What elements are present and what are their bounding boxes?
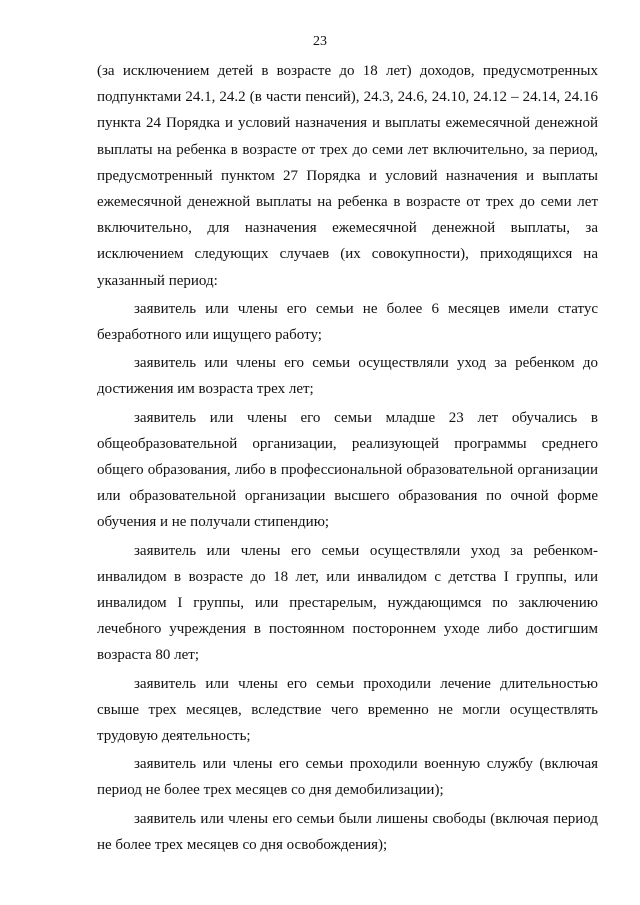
paragraph-disabled-care: заявитель или члены его семьи осуществляли уход за ребенком-инвалидом в возрасте до 18 лет, или инвалидом с детства I группы, или инвалидом I группы, или престарелым, нуждающимся по заключению лечебного учреждения в постоянном постороннем уходе либо достигшим возраста 80 лет; xyxy=(97,542,598,664)
paragraph-continuation: (за исключением детей в возрасте до 18 лет) доходов, предусмотренных подпунктами 24.1, 24.2 (в части пенсий), 24.3, 24.6, 24.10, 24.12 – 24.14, 24.16 пункта 24 Порядка и условий назначения и выплаты ежемесячной денежной выплаты на ребенка в возрасте от трех до семи лет включительно, за период, предусмотренный пунктом 27 Порядка и условий назначения и выплаты ежемесячной денежной выплаты на ребенка в возрасте от трех до семи лет включительно, для назначения ежемесячной денежной выплаты, за исключением следующих случаев (их совокупности), приходящихся на указанный период: xyxy=(97,63,598,289)
paragraph-imprisonment: заявитель или члены его семьи были лишены свободы (включая период не более трех месяцев со дня освобождения); xyxy=(97,810,598,853)
paragraph-students: заявитель или члены его семьи младше 23 лет обучались в общеобразовательной организации, реализующей программы среднего общего образования, либо в профессиональной образовательной организации или образовательной организации высшего образования по очной форме обучения и не получали стипендию; xyxy=(97,409,598,531)
paragraph-medical-treatment: заявитель или члены его семьи проходили лечение длительностью свыше трех месяцев, вследствие чего временно не могли осуществлять трудовую деятельность; xyxy=(97,675,598,745)
page-number: 23 xyxy=(313,34,327,49)
paragraph-childcare: заявитель или члены его семьи осуществляли уход за ребенком до достижения им возраста трех лет; xyxy=(97,355,598,398)
paragraph-military-service: заявитель или члены его семьи проходили военную службу (включая период не более трех месяцев со дня демобилизации); xyxy=(97,756,598,799)
paragraph-unemployed: заявитель или члены его семьи не более 6 месяцев имели статус безработного или ищущего работу; xyxy=(97,300,598,344)
document-body xyxy=(97,58,598,858)
